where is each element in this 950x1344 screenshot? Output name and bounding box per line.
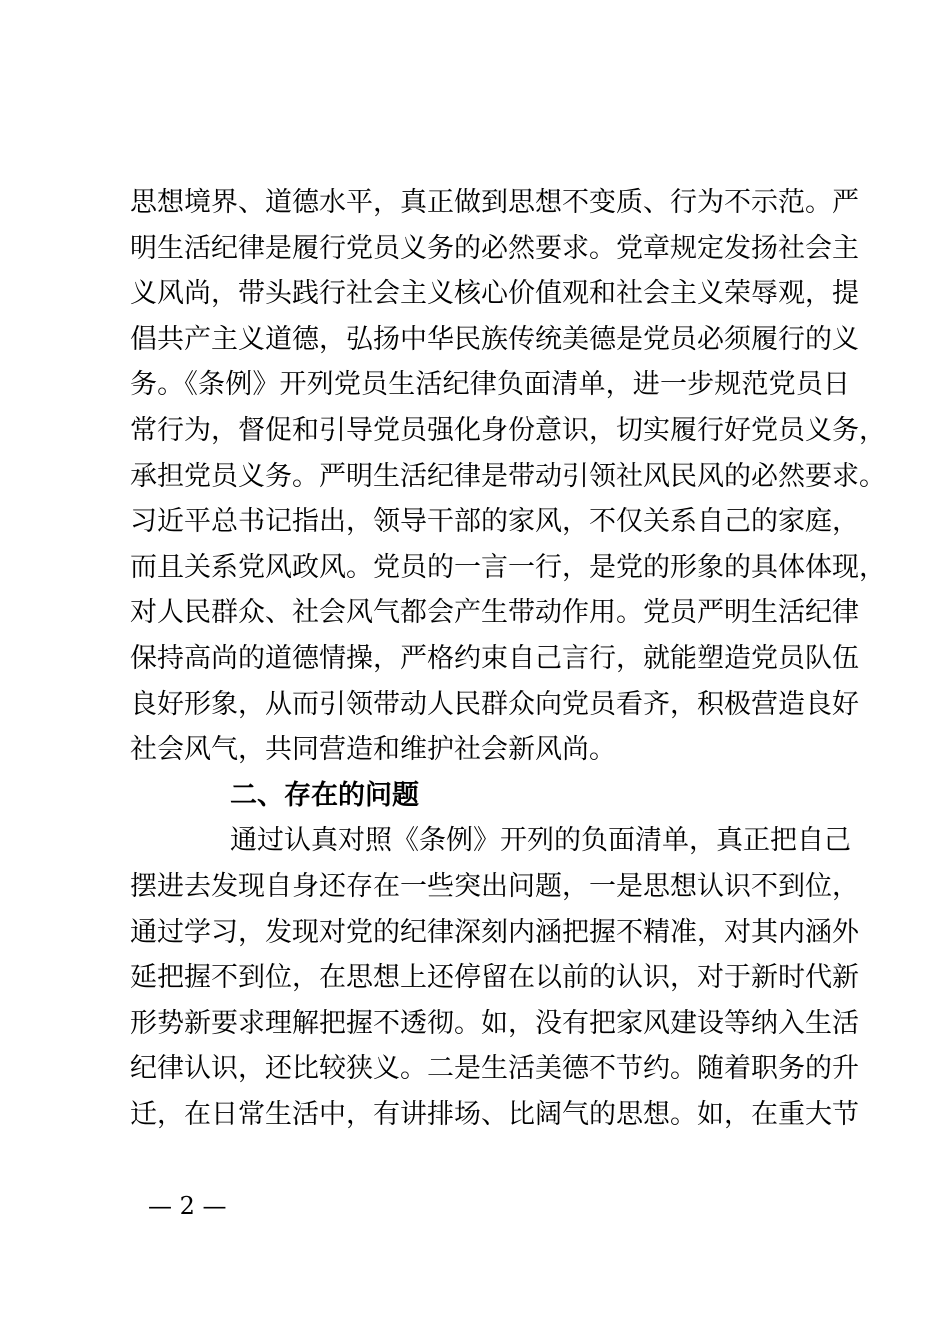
paragraph-line: 形势新要求理解把握不透彻。如，没有把家风建设等纳入生活 xyxy=(130,1007,859,1039)
paragraph-line: 明生活纪律是履行党员义务的必然要求。党章规定发扬社会主 xyxy=(130,232,859,264)
paragraph-line: 纪律认识，还比较狭义。二是生活美德不节约。随着职务的升 xyxy=(130,1053,859,1085)
paragraph-line: 而且关系党风政风。党员的一言一行，是党的形象的具体体现， xyxy=(130,551,886,583)
page-number: — 2 — xyxy=(148,1192,227,1220)
paragraph-line: 通过认真对照《条例》开列的负面清单，真正把自己 xyxy=(230,825,851,857)
paragraph-line: 保持高尚的道德情操，严格约束自己言行，就能塑造党员队伍 xyxy=(130,642,859,674)
paragraph-line: 思想境界、道德水平，真正做到思想不变质、行为不示范。严 xyxy=(130,187,859,218)
document-body xyxy=(130,180,886,1137)
paragraph-line: 倡共产主义道德，弘扬中华民族传统美德是党员必须履行的义 xyxy=(130,323,859,355)
paragraph-line: 习近平总书记指出，领导干部的家风，不仅关系自己的家庭， xyxy=(130,506,859,538)
section-heading: 二、存在的问题 xyxy=(230,779,419,811)
paragraph-line: 延把握不到位，在思想上还停留在以前的认识，对于新时代新 xyxy=(130,962,859,994)
paragraph-line: 对人民群众、社会风气都会产生带动作用。党员严明生活纪律 xyxy=(130,597,859,629)
paragraph-line: 社会风气，共同营造和维护社会新风尚。 xyxy=(130,734,616,766)
paragraph-line: 常行为，督促和引导党员强化身份意识，切实履行好党员义务， xyxy=(130,414,886,446)
paragraph-line: 迁，在日常生活中，有讲排场、比阔气的思想。如，在重大节 xyxy=(130,1098,859,1130)
paragraph-line: 承担党员义务。严明生活纪律是带动引领社风民风的必然要求。 xyxy=(130,460,886,492)
paragraph-line: 良好形象，从而引领带动人民群众向党员看齐，积极营造良好 xyxy=(130,688,859,720)
paragraph-line: 义风尚，带头践行社会主义核心价值观和社会主义荣辱观，提 xyxy=(130,278,859,310)
paragraph-line: 通过学习，发现对党的纪律深刻内涵把握不精准，对其内涵外 xyxy=(130,916,859,948)
paragraph-line: 务。《条例》开列党员生活纪律负面清单，进一步规范党员日 xyxy=(130,369,850,401)
paragraph-line: 摆进去发现自身还存在一些突出问题，一是思想认识不到位， xyxy=(130,870,859,902)
